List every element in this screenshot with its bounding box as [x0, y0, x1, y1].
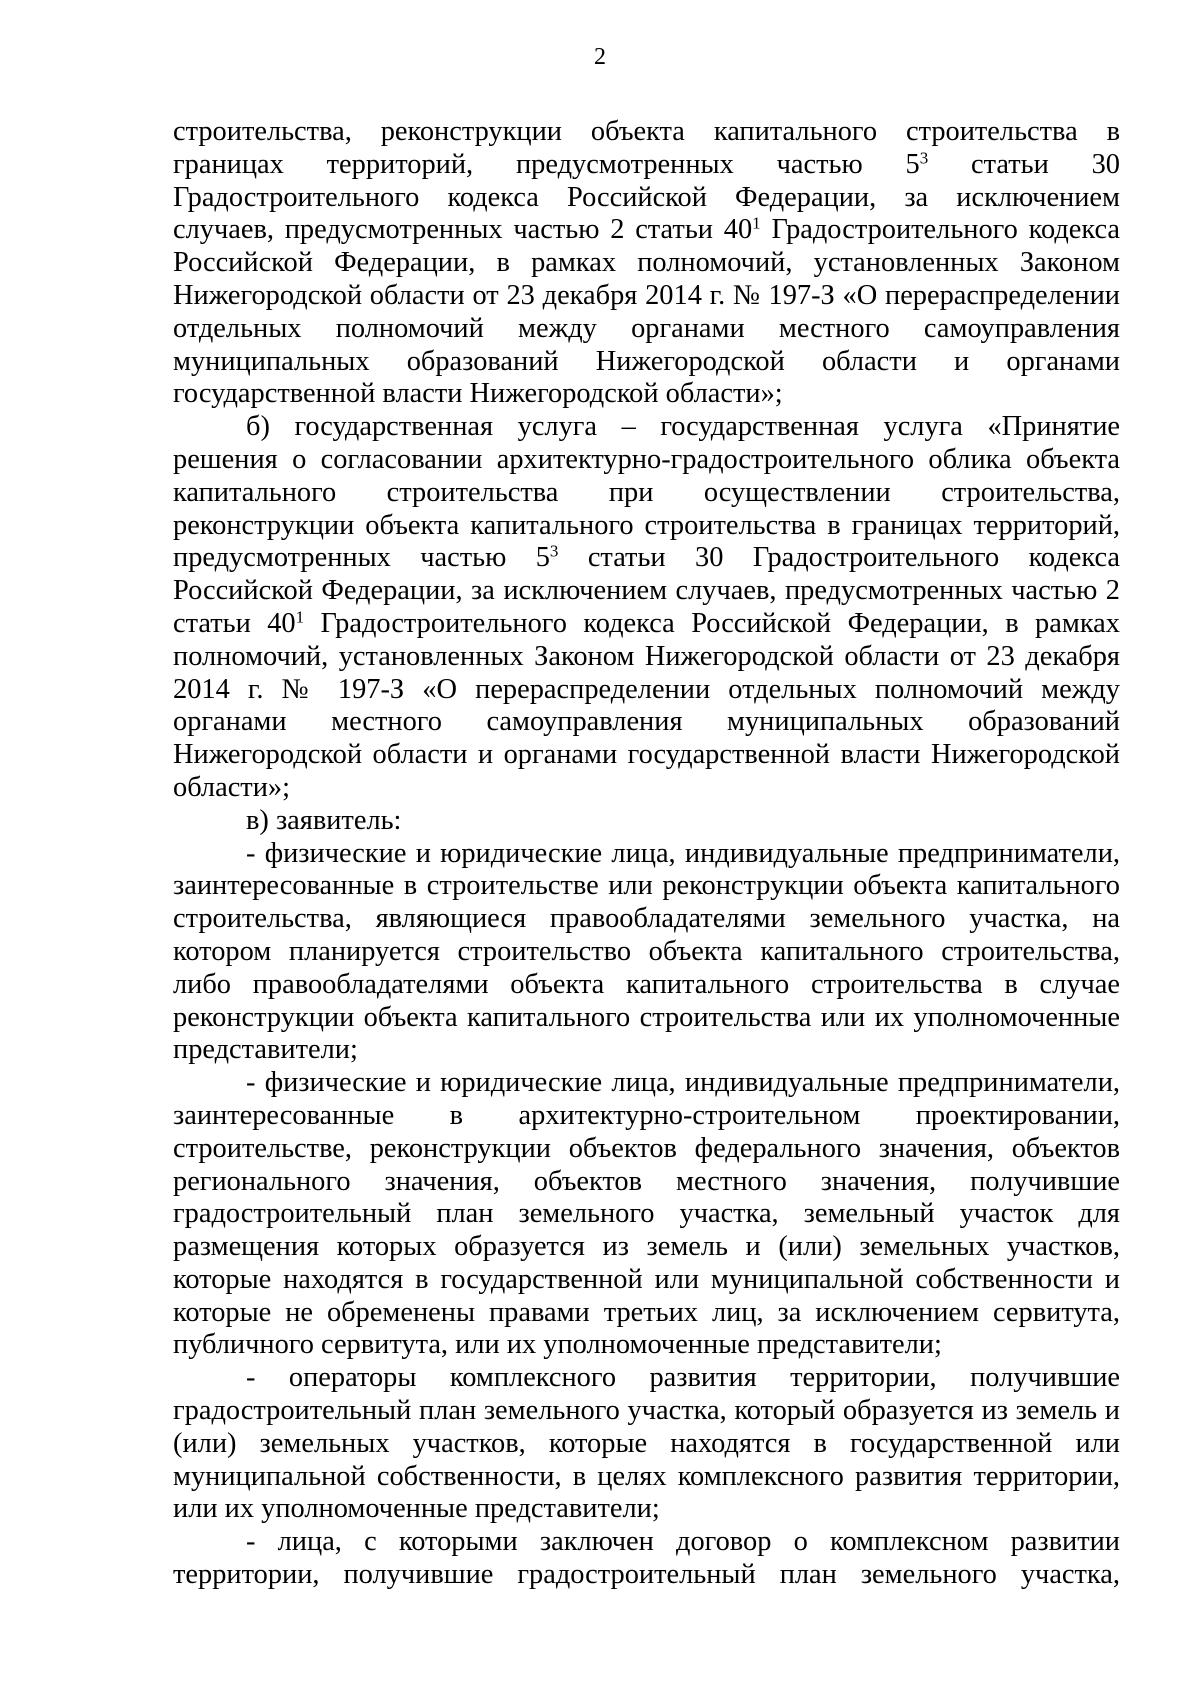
paragraph-applicant-heading	[173, 805, 1120, 838]
superscript: 1	[295, 607, 305, 627]
text-run: - лица, с которыми заключен договор о комплексном развитии территории, получившие градостроительный план земельного участка,	[173, 1526, 1120, 1591]
text-run: статьи 30 Градостроительного кодекса Российской Федерации, за исключением случаев, предусмотренных частью 2 статьи 40	[173, 542, 1120, 639]
paragraph-applicant-item-2	[173, 1067, 1120, 1362]
page-number: 2	[594, 44, 606, 70]
document-body	[173, 116, 1120, 1592]
superscript: 3	[549, 542, 559, 562]
text-run: - физические и юридические лица, индивидуальные предприниматели, заинтересованные в строительстве или реконструкции объекта капитального строительства, являющиеся правообладателями земельного участка, на котором планируется строительство объекта капитального строительства, либо правообладателями объекта капитального строительства в случае реконструкции объекта капитального строительства или их уполномоченные представители;	[173, 837, 1120, 1066]
text-run: б) государственная услуга – государственная услуга «Принятие решения о согласовании архитектурно-градостроительного облика объекта капитального строительства при осуществлении строительства, реконструкции объекта капитального строительства в границах территорий, предусмотренных частью 5	[173, 411, 1120, 574]
paragraph-state-service	[173, 411, 1120, 805]
text-run: в) заявитель:	[246, 804, 402, 836]
paragraph-applicant-item-4	[173, 1526, 1120, 1592]
text-run: Градостроительного кодекса Российской Федерации, в рамках полномочий, установленных Законом Нижегородской области от 23 декабря 2014 г. № 197-З «О перераспределении отдельных полномочий между органами местного самоуправления муниципальных образований Нижегородской области и органами государственной власти Нижегородской области»;	[173, 214, 1120, 410]
text-run: - операторы комплексного развития территории, получившие градостроительный план земельного участка, который образуется из земель и (или) земельных участков, которые находятся в государственной или муниципальной собственности, в целях комплексного развития территории, или их уполномоченные представители;	[173, 1362, 1120, 1525]
superscript: 1	[752, 214, 761, 234]
superscript: 3	[919, 148, 929, 168]
text-run: - физические и юридические лица, индивидуальные предприниматели, заинтересованные в архитектурно-строительном проектировании, строительстве, реконструкции объектов федерального значения, объектов регионального значения, объектов местного значения, получившие градостроительный план земельного участка, земельный участок для размещения которых образуется из земель и (или) земельных участков, которые находятся в государственной или муниципальной собственности и которые не обременены правами третьих лиц, за исключением сервитута, публичного сервитута, или их уполномоченные представители;	[173, 1067, 1120, 1361]
text-run: строительства, реконструкции объекта капитального строительства в границах территорий, предусмотренных частью 5	[173, 116, 1120, 180]
text-run: статьи 30 Градостроительного кодекса Российской Федерации, за исключением случаев, предусмотренных частью 2 статьи 40	[173, 148, 1120, 246]
text-run: Градостроительного кодекса Российской Федерации, в рамках полномочий, установленных Законом Нижегородской области от 23 декабря 2014 г. № 197-З «О перераспределении отдельных полномочий между органами местного самоуправления муниципальных образований Нижегородской области и органами государственной власти Нижегородской области»;	[173, 607, 1120, 803]
paragraph-continuation	[173, 116, 1120, 411]
paragraph-applicant-item-1	[173, 838, 1120, 1068]
paragraph-applicant-item-3	[173, 1362, 1120, 1526]
